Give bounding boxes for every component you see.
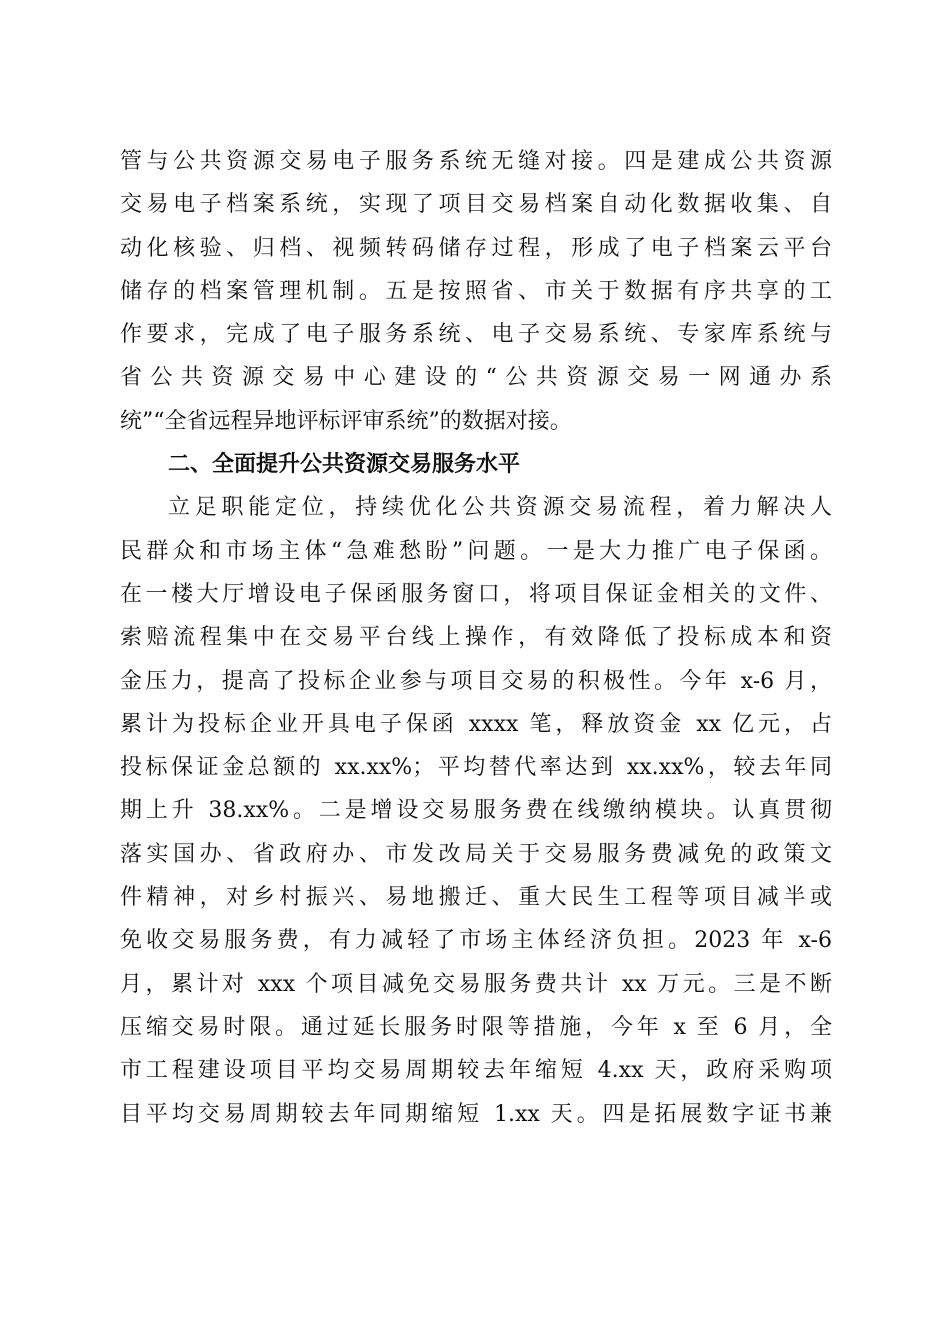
text-line: 市工程建设项目平均交易周期较去年缩短 4.xx 天，政府采购项: [120, 1058, 832, 1084]
text-line: 动化核验、归档、视频转码储存过程，形成了电子档案云平台: [120, 235, 832, 261]
text-line: 目平均交易周期较去年同期缩短 1.xx 天。四是拓展数字证书兼: [120, 1101, 832, 1127]
text-line: 累计为投标企业开具电子保函 xxxx 笔，释放资金 xx 亿元，占: [120, 711, 832, 737]
text-line: 统”“全省远程异地评标评审系统”的数据对接。: [120, 408, 572, 434]
section-heading: 二、全面提升公共资源交易服务水平: [168, 452, 521, 478]
paragraph-2: [120, 486, 832, 1135]
document-body: [120, 140, 832, 1136]
text-line: 期上升 38.xx%。二是增设交易服务费在线缴纳模块。认真贯彻: [120, 798, 832, 824]
paragraph-1: [120, 140, 832, 443]
text-line: 免收交易服务费，有力减轻了市场主体经济负担。2023 年 x-6: [120, 928, 832, 954]
text-line: 投标保证金总额的 xx.xx%；平均替代率达到 xx.xx%，较去年同: [120, 755, 832, 781]
text-line: 储存的档案管理机制。五是按照省、市关于数据有序共享的工: [120, 278, 832, 304]
text-line: 月，累计对 xxx 个项目减免交易服务费共计 xx 万元。三是不断: [120, 971, 832, 997]
text-line: 省公共资源交易中心建设的“公共资源交易一网通办系: [120, 365, 832, 391]
text-line: 金压力，提高了投标企业参与项目交易的积极性。今年 x-6 月，: [120, 668, 832, 694]
text-line: 作要求，完成了电子服务系统、电子交易系统、专家库系统与: [120, 322, 832, 348]
text-line: 民群众和市场主体“急难愁盼”问题。一是大力推广电子保函。: [120, 538, 832, 564]
text-line: 管与公共资源交易电子服务系统无缝对接。四是建成公共资源: [120, 149, 832, 174]
text-line: 落实国办、省政府办、市发改局关于交易服务费减免的政策文: [120, 841, 832, 867]
text-line: 索赔流程集中在交易平台线上操作，有效降低了投标成本和资: [120, 625, 832, 651]
text-line: 交易电子档案系统，实现了项目交易档案自动化数据收集、自: [120, 192, 832, 218]
text-line: 在一楼大厅增设电子保函服务窗口，将项目保证金相关的文件、: [120, 581, 832, 607]
text-line: 压缩交易时限。通过延长服务时限等措施，今年 x 至 6 月，全: [120, 1014, 832, 1040]
text-line: 立足职能定位，持续优化公共资源交易流程，着力解决人: [168, 495, 832, 521]
text-line: 件精神，对乡村振兴、易地搬迁、重大民生工程等项目减半或: [120, 885, 832, 911]
